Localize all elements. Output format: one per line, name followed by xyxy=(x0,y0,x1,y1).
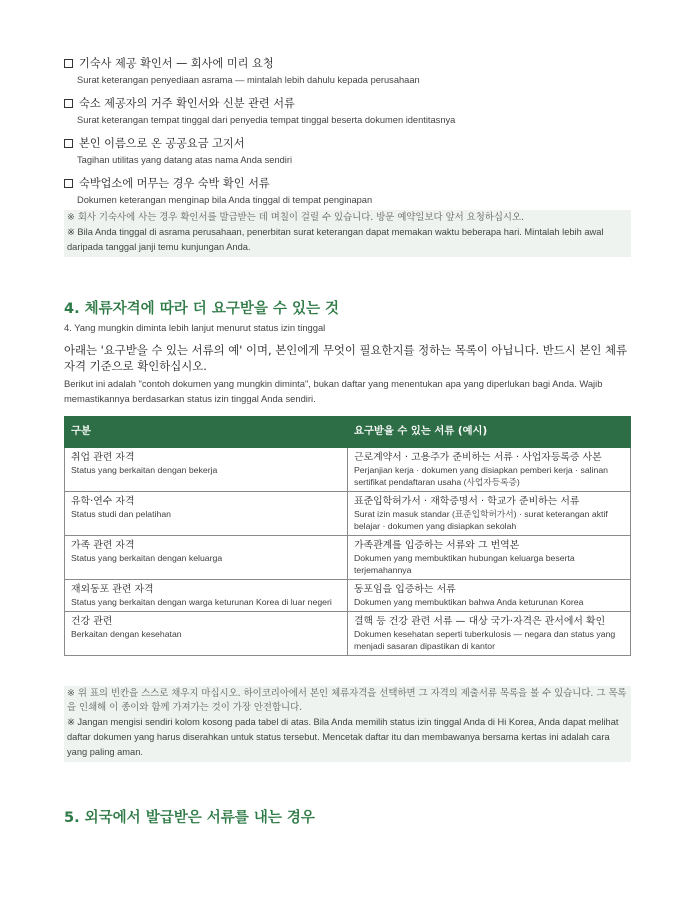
note-indonesian: ※ Jangan mengisi sendiri kolom kosong pada tabel di atas. Bila Anda memilih status izin tinggal Anda di Hi Korea, Anda dapat melihat daftar dokumen yang harus diserahkan untuk status tersebut. Mencetak daftar itu dan membawanya bersama kertas ini adalah cara yang paling aman. xyxy=(67,717,619,757)
table-cell-documents: 근로계약서 · 고용주가 준비하는 서류 · 사업자등록증 사본 Perjanjian kerja · dokumen yang disiapkan pemberi kerja · salinan sertifikat pendaftaran usaha (사업자등록증) xyxy=(348,448,631,492)
section-4-subtitle: 4. Yang mungkin diminta lebih lanjut menurut status izin tinggal xyxy=(64,322,326,333)
table-row xyxy=(65,612,631,656)
note-korean: ※ 회사 기숙사에 사는 경우 확인서를 발급받는 데 며칠이 걸릴 수 있습니다. 방문 예약일보다 앞서 요청하십시오. xyxy=(67,212,524,223)
checklist-item-title: 본인 이름으로 온 공공요금 고지서 xyxy=(79,137,245,150)
checkbox-icon xyxy=(64,99,73,108)
section-5-title: 5. 외국에서 발급받은 서류를 내는 경우 xyxy=(64,810,315,826)
hikorea-note xyxy=(64,686,631,762)
table-row xyxy=(65,536,631,580)
table-cell-documents: 가족관계를 입증하는 서류와 그 번역본 Dokumen yang membuktikan hubungan keluarga beserta terjemahannya xyxy=(348,536,631,580)
table-cell-documents: 표준입학허가서 · 재학증명서 · 학교가 준비하는 서류 Surat izin masuk standar (표준입학허가서) · surat keterangan aktif belajar · dokumen yang disiapkan sekolah xyxy=(348,492,631,536)
table-cell-category: 유학·연수 자격 Status studi dan pelatihan xyxy=(65,492,348,536)
checklist-item-title: 숙소 제공자의 거주 확인서와 신분 관련 서류 xyxy=(79,97,295,110)
intro-indonesian: Berikut ini adalah "contoh dokumen yang mungkin diminta", bukan daftar yang menentukan apa yang diperlukan bagi Anda. Wajib memastikannya berdasarkan status izin tinggal Anda sendiri. xyxy=(64,378,603,404)
checklist-item xyxy=(64,176,634,207)
table-cell-documents: 결핵 등 건강 관련 서류 — 대상 국가·자격은 관서에서 확인 Dokumen kesehatan seperti tuberkulosis — negara dan status yang menjadi sasaran dipastikan di kantor xyxy=(348,612,631,656)
checklist xyxy=(64,56,634,216)
checkbox-icon xyxy=(64,139,73,148)
table-cell-category: 재외동포 관련 자격 Status yang berkaitan dengan warga keturunan Korea di luar negeri xyxy=(65,580,348,612)
table-row xyxy=(65,492,631,536)
table-cell-category: 취업 관련 자격 Status yang berkaitan dengan bekerja xyxy=(65,448,348,492)
status-documents-table xyxy=(64,416,631,656)
checklist-item xyxy=(64,136,634,167)
intro-korean: 아래는 '요구받을 수 있는 서류의 예' 이며, 본인에게 무엇이 필요한지를 정하는 목록이 아닙니다. 반드시 본인 체류자격 기준으로 확인하십시오. xyxy=(64,343,627,373)
section-4-title: 4. 체류자격에 따라 더 요구받을 수 있는 것 xyxy=(64,301,340,317)
section-4-intro xyxy=(64,342,631,406)
checklist-item-translation: Dokumen keterangan menginap bila Anda tinggal di tempat penginapan xyxy=(77,195,373,205)
checklist-item-translation: Surat keterangan tempat tinggal dari penyedia tempat tinggal beserta dokumen identitasnya xyxy=(77,115,456,125)
table-header-category: 구분 xyxy=(65,417,348,448)
table-cell-category: 가족 관련 자격 Status yang berkaitan dengan keluarga xyxy=(65,536,348,580)
table-header-documents: 요구받을 수 있는 서류 (예시) xyxy=(348,417,631,448)
checklist-item-title: 기숙사 제공 확인서 — 회사에 미리 요청 xyxy=(79,57,274,70)
note-korean: ※ 위 표의 빈칸을 스스로 채우지 마십시오. 하이코리아에서 본인 체류자격을 선택하면 그 자격의 제출서류 목록을 볼 수 있습니다. 그 목록을 인쇄해 이 종이와 함께 가져가는 것이 가장 안전합니다. xyxy=(67,688,627,713)
dormitory-note xyxy=(64,210,631,257)
checklist-item xyxy=(64,96,634,127)
checklist-item xyxy=(64,56,634,87)
table-row xyxy=(65,580,631,612)
checklist-item-translation: Surat keterangan penyediaan asrama — mintalah lebih dahulu kepada perusahaan xyxy=(77,75,420,85)
checkbox-icon xyxy=(64,59,73,68)
table-cell-category: 건강 관련 Berkaitan dengan kesehatan xyxy=(65,612,348,656)
table-row xyxy=(65,448,631,492)
note-indonesian: ※ Bila Anda tinggal di asrama perusahaan, penerbitan surat keterangan dapat memakan waktu beberapa hari. Mintalah lebih awal daripada tanggal janji temu kunjungan Anda. xyxy=(67,227,604,252)
checklist-item-translation: Tagihan utilitas yang datang atas nama Anda sendiri xyxy=(77,155,293,165)
checkbox-icon xyxy=(64,179,73,188)
checklist-item-title: 숙박업소에 머무는 경우 숙박 확인 서류 xyxy=(79,177,270,190)
table-header-row xyxy=(65,417,631,448)
table-cell-documents: 동포임을 입증하는 서류 Dokumen yang membuktikan bahwa Anda keturunan Korea xyxy=(348,580,631,612)
